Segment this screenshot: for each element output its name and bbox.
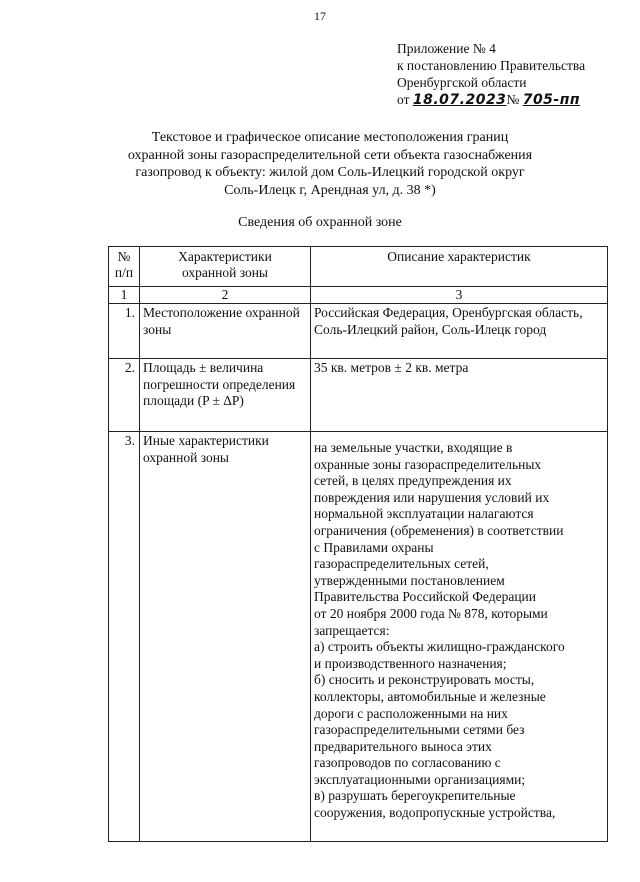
title-line-4: Соль-Илецк г, Арендная ул, д. 38 *) — [224, 182, 436, 198]
header-characteristics-line-1: Характеристики — [178, 249, 272, 264]
section-title: Сведения об охранной зоне — [238, 215, 402, 230]
appendix-line-3: Оренбургской области — [397, 75, 527, 90]
column-number: 1 — [109, 287, 140, 304]
row-description: Российская Федерация, Оренбургская область, Соль-Илецкий район, Соль-Илецк город — [311, 304, 608, 359]
description-line: запрещается: — [314, 622, 390, 638]
title-line-2: охранной зоны газораспределительной сети объекта газоснабжения — [127, 147, 533, 163]
row-characteristic: Площадь ± величина погрешности определения площади (P ± ΔP) — [140, 359, 311, 432]
appendix-reference — [397, 91, 585, 109]
header-characteristics — [140, 247, 311, 287]
ref-number-sign: № — [506, 92, 520, 107]
header-description: Описание характеристик — [311, 247, 608, 287]
row-characteristic: Иные характеристики охранной зоны — [140, 432, 311, 842]
description-line: Правительства Российской Федерации — [314, 589, 536, 605]
title-line-3: газопровод к объекту: жилой дом Соль-Илецкий городской округ — [135, 165, 525, 180]
appendix-block — [397, 40, 585, 109]
column-number: 3 — [311, 287, 608, 304]
header-number-line-1: № — [117, 249, 131, 264]
row-description — [311, 432, 608, 842]
description-line: б) сносить и реконструировать мосты, — [314, 672, 535, 688]
row-number: 1. — [109, 304, 140, 359]
page-number: 17 — [314, 9, 326, 23]
row-number: 2. — [109, 359, 140, 432]
table-row — [109, 304, 608, 359]
handwritten-date: 18.07.2023 — [412, 92, 507, 108]
document-title — [60, 129, 600, 199]
handwritten-number: 705-пп — [522, 92, 581, 108]
header-characteristics-line-2: охранной зоны — [181, 265, 268, 280]
description-line: коллекторы, автомобильные и железные — [314, 688, 546, 704]
description-line: на земельные участки, входящие в — [314, 440, 513, 455]
description-line: сооружения, водопропускные устройства, — [314, 805, 556, 821]
description-line: охранные зоны газораспределительных — [314, 456, 542, 472]
description-line: сетей, в целях предупреждения их — [314, 473, 512, 489]
protection-zone-table — [108, 246, 608, 842]
description-line: с Правилами охраны — [314, 539, 434, 555]
description-line: а) строить объекты жилищно-гражданского — [314, 639, 565, 655]
description-line: газораспределительными сетями без — [314, 722, 525, 738]
column-number: 2 — [140, 287, 311, 304]
row-description: 35 кв. метров ± 2 кв. метра — [311, 359, 608, 432]
appendix-line-2: к постановлению Правительства — [397, 58, 586, 73]
header-number-line-2: п/п — [114, 265, 134, 280]
row-number: 3. — [109, 432, 140, 842]
table-header-row — [109, 247, 608, 287]
header-number — [109, 247, 140, 287]
description-line: повреждения или нарушения условий их — [314, 489, 550, 505]
table-row — [109, 359, 608, 432]
description-line: нормальной эксплуатации налагаются — [314, 506, 534, 522]
description-line: и производственного назначения; — [314, 655, 507, 671]
description-line: ограничения (обременения) в соответствии — [314, 522, 564, 538]
description-line: дороги с расположенными на них — [314, 705, 508, 721]
description-line: от 20 ноября 2000 года № 878, которыми — [314, 605, 548, 621]
title-line-1: Текстовое и графическое описание местоположения границ — [151, 130, 509, 145]
table-row — [109, 432, 608, 842]
column-number-row — [109, 287, 608, 304]
description-line: эксплуатационными организациями; — [314, 771, 526, 787]
appendix-line-1: Приложение № 4 — [397, 41, 496, 56]
description-line: утвержденными постановлением — [314, 572, 505, 588]
description-line: газораспределительных сетей, — [314, 556, 489, 572]
description-line: предварительного выноса этих — [314, 738, 492, 754]
ref-prefix: от — [397, 92, 410, 107]
description-line: газопроводов по согласованию с — [314, 755, 501, 771]
description-line: в) разрушать берегоукрепительные — [314, 788, 516, 804]
row-characteristic: Местоположение охранной зоны — [140, 304, 311, 359]
